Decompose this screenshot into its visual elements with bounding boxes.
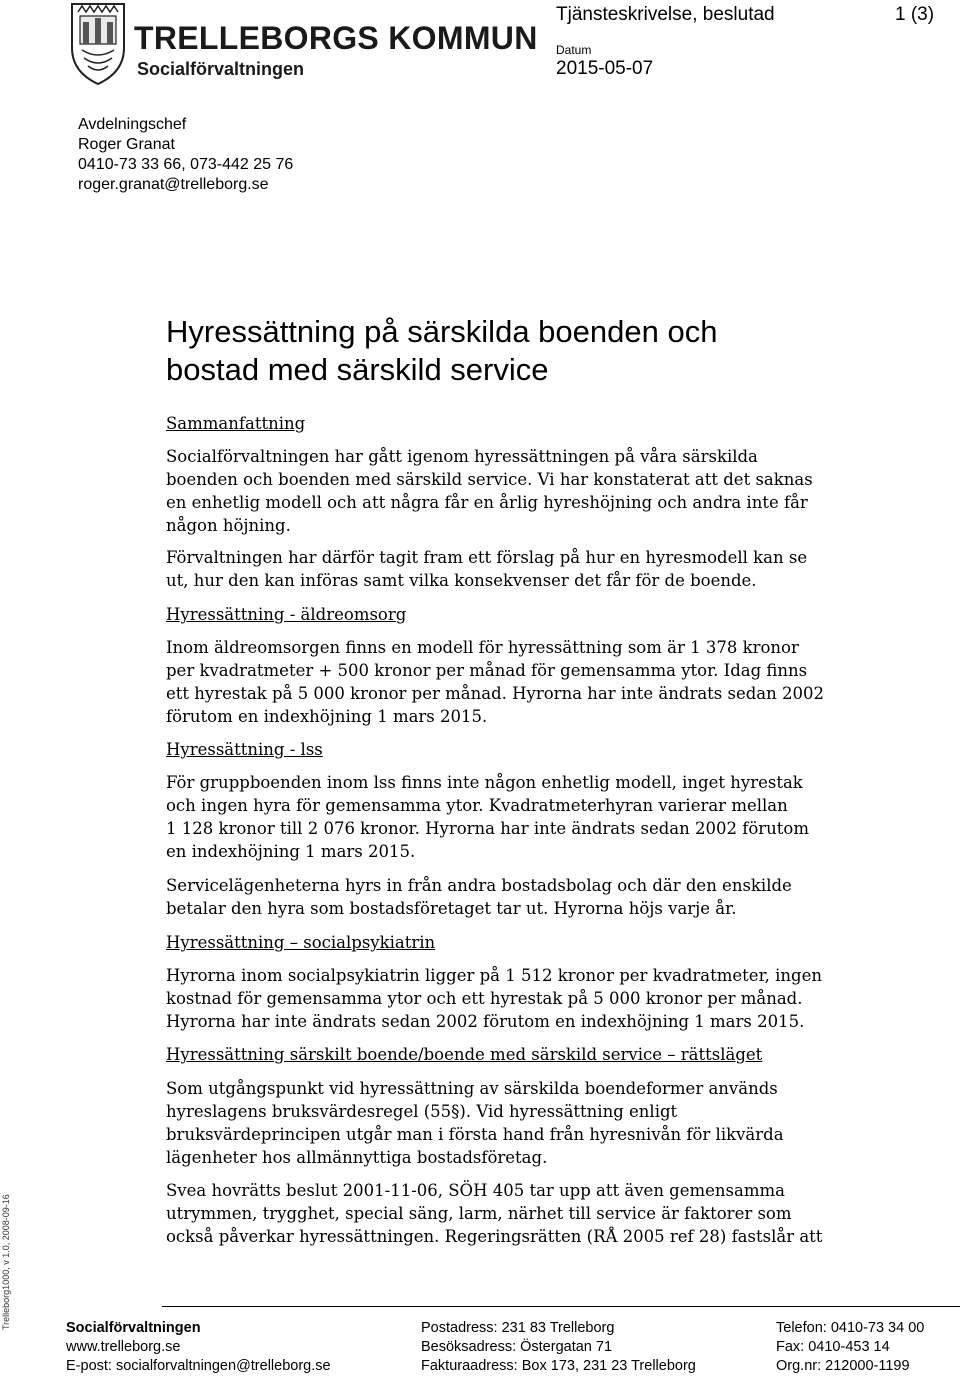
summary-paragraph-1 [166, 445, 846, 537]
municipal-crest-logo [68, 0, 128, 86]
psych-paragraph [166, 964, 846, 1033]
text-line: kostnad för gemensamma ytor och ett hyrestak på 5 000 kronor per månad. [166, 989, 803, 1008]
sender-email[interactable]: roger.granat@trelleborg.se [78, 176, 269, 193]
legal-paragraph-1 [166, 1077, 846, 1169]
text-line: förutom en indexhöjning 1 mars 2015. [166, 707, 488, 726]
text-line: Socialförvaltningen har gått igenom hyressättningen på våra särskilda [166, 447, 758, 466]
section-legal [166, 1043, 846, 1066]
sender-name: Roger Granat [78, 136, 175, 153]
footer-postal-address: Postadress: 231 83 Trelleborg [421, 1320, 615, 1336]
document-title [166, 313, 886, 389]
org-name: TRELLEBORGS KOMMUN [134, 20, 538, 56]
text-line: också påverkar hyressättningen. Regeringsrätten (RÅ 2005 ref 28) fastslår att [166, 1227, 823, 1246]
text-line: boenden och boenden med särskild service. Vi har konstaterat att det saknas [166, 470, 813, 489]
date-value: 2015-05-07 [556, 58, 654, 79]
footer-visiting-address: Besöksadress: Östergatan 71 [421, 1339, 613, 1355]
text-line: någon höjning. [166, 516, 291, 535]
department-name: Socialförvaltningen [137, 59, 305, 79]
text-line: För gruppboenden inom lss finns inte någon enhetlig modell, inget hyrestak [166, 773, 803, 792]
text-line: en indexhöjning 1 mars 2015. [166, 842, 416, 861]
elderly-paragraph [166, 636, 846, 728]
section-elderly [166, 603, 846, 626]
text-line: lägenheter hos allmännyttiga bostadsföretag. [166, 1148, 548, 1167]
section-summary [166, 412, 846, 435]
summary-paragraph-2 [166, 546, 846, 592]
lss-paragraph-2 [166, 874, 846, 920]
text-line: per kvadratmeter + 500 kronor per månad för gemensamma ytor. Idag finns [166, 661, 808, 680]
page-number: 1 (3) [895, 4, 935, 25]
sender-block [78, 115, 293, 195]
text-line: utrymmen, trygghet, special säng, larm, närhet till service är faktorer som [166, 1204, 792, 1223]
text-line: Förvaltningen har därför tagit fram ett förslag på hur en hyresmodell kan se [166, 548, 808, 567]
footer-website-link[interactable]: www.trelleborg.se [66, 1339, 181, 1355]
text-line: och ingen hyra för gemensamma ytor. Kvadratmeterhyran varierar mellan [166, 796, 788, 815]
text-line: Hyrorna inom socialpsykiatrin ligger på 1 512 kronor per kvadratmeter, ingen [166, 966, 822, 985]
footer-divider [162, 1306, 960, 1307]
section-lss [166, 738, 846, 761]
title-line: Hyressättning på särskilda boenden och [166, 314, 718, 349]
date-label: Datum [556, 43, 592, 57]
sender-role: Avdelningschef [78, 116, 187, 133]
text-line: en enhetlig modell och att några får en årlig hyreshöjning och andra inte får [166, 493, 808, 512]
footer-fax: Fax: 0410-453 14 [776, 1339, 890, 1355]
text-line: betalar den hyra som bostadsföretaget tar ut. Hyrorna höjs varje år. [166, 899, 737, 918]
footer-telephone: Telefon: 0410-73 34 00 [776, 1320, 925, 1336]
footer-org-number: Org.nr: 212000-1199 [776, 1358, 910, 1374]
text-line: Inom äldreomsorgen finns en modell för hyressättning som är 1 378 kronor [166, 638, 799, 657]
footer-org-name: Socialförvaltningen [66, 1320, 201, 1336]
section-psych [166, 931, 846, 954]
footer-phone-column [776, 1319, 924, 1376]
text-line: Som utgångspunkt vid hyressättning av särskilda boendeformer används [166, 1079, 778, 1098]
text-line: Svea hovrätts beslut 2001-11-06, SÖH 405 tar upp att även gemensamma [166, 1181, 785, 1200]
text-line: Hyrorna har inte ändrats sedan 2002 förutom en indexhöjning 1 mars 2015. [166, 1012, 805, 1031]
footer-contact-column [66, 1319, 331, 1376]
section-heading: Hyressättning - lss [166, 740, 323, 759]
section-heading: Hyressättning – socialpsykiatrin [166, 933, 436, 952]
section-heading: Hyressättning särskilt boende/boende med särskild service – rättsläget [166, 1045, 763, 1064]
text-line: ut, hur den kan införas samt vilka konsekvenser det får för de boende. [166, 571, 757, 590]
text-line: bruksvärdeprincipen utgår man i första hand från hyresnivån för likvärda [166, 1125, 784, 1144]
title-line: bostad med särskild service [166, 352, 549, 387]
text-line: hyreslagens bruksvärdesregel (55§). Vid hyressättning enligt [166, 1102, 678, 1121]
text-line: 1 128 kronor till 2 076 kronor. Hyrorna har inte ändrats sedan 2002 förutom [166, 819, 809, 838]
sender-phone: 0410-73 33 66, 073-442 25 76 [78, 156, 294, 173]
document-type: Tjänsteskrivelse, beslutad [556, 4, 775, 25]
footer-address-column [421, 1319, 696, 1376]
legal-paragraph-2 [166, 1179, 846, 1248]
footer-invoice-address: Fakturaadress: Box 173, 231 23 Trelleborg [421, 1358, 696, 1374]
template-version-note: Trelleborg1000, v 1.0, 2008-09-16 [1, 1194, 11, 1330]
section-heading: Sammanfattning [166, 414, 306, 433]
footer-email[interactable]: E-post: socialforvaltningen@trelleborg.se [66, 1358, 331, 1374]
lss-paragraph-1 [166, 771, 846, 863]
text-line: ett hyrestak på 5 000 kronor per månad. Hyrorna har inte ändrats sedan 2002 [166, 684, 825, 703]
section-heading: Hyressättning - äldreomsorg [166, 605, 407, 624]
text-line: Servicelägenheterna hyrs in från andra bostadsbolag och där den enskilde [166, 876, 792, 895]
